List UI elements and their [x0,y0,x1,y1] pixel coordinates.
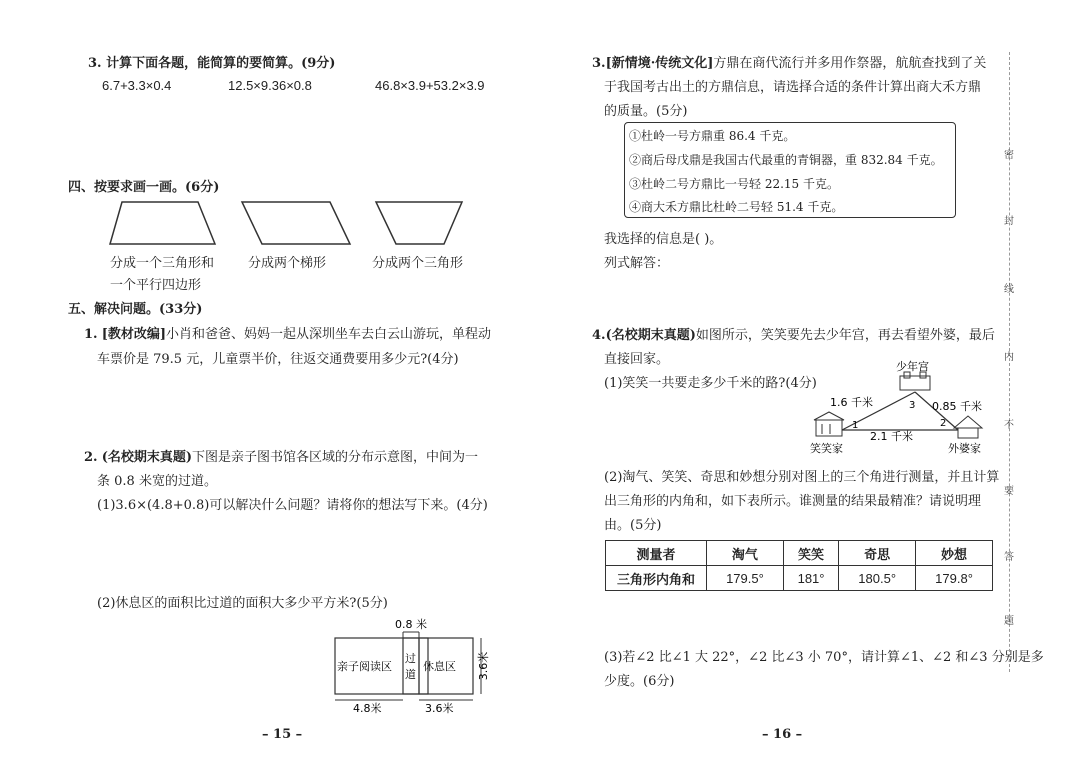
table-cell: 179.5° [707,566,784,591]
binding-char: 内 [1004,352,1014,363]
problem1-text-line1: 小肖和爸爸、妈妈一起从深圳坐车去白云山游玩，单程动 [166,327,492,342]
r-q4-sub1: (1)笑笑一共要走多少千米的路?(4分) [604,376,817,391]
shape3-caption: 分成两个三角形 [372,256,464,271]
grandma-house-icon [954,416,982,438]
solve-label: 列式解答： [604,256,670,271]
r-q3-line1 [592,52,986,71]
route-triangle-diagram [808,356,1008,456]
drawing-shapes [100,198,480,250]
calc-item-1: 6.7+3.3×0.4 [102,78,172,93]
problem1-tag: [教材改编] [101,327,167,342]
rest-zone-label: 休息区 [423,660,456,673]
table-cell: 180.5° [839,566,916,591]
info-item-1: ①杜岭一号方鼎重 86.4 千克。 [629,129,796,143]
aisle-width-label: 0.8 米 [395,618,427,631]
grandma-label: 外婆家 [948,442,981,455]
r-q4-sub2-line3: 由。(5分) [604,518,662,533]
parallelogram-shape [242,202,350,244]
table-cell: 三角形内角和 [606,566,707,591]
binding-char: 封 [1004,216,1014,227]
library-layout-diagram [325,612,495,716]
r-q4-sub2-line1: (2)淘气、笑笑、奇思和妙想分别对图上的三个角进行测量，并且计算 [604,470,1000,485]
rest-width-label: 3.6米 [425,702,454,715]
header-cell: 淘气 [707,541,784,566]
shape1-caption-line1: 分成一个三角形和 [110,256,215,271]
problem1-line2: 车票价是 79.5 元，儿童票半价，往返交通费要用多少元?(4分) [97,352,459,367]
header-cell: 笑笑 [783,541,838,566]
choose-info-line: 我选择的信息是( )。 [604,232,723,247]
height-label: 3.6米 [477,651,490,681]
angle-1-label: 1 [852,420,859,431]
info-item-3: ③杜岭二号方鼎比一号轻 22.15 千克。 [629,177,839,191]
reading-width-label: 4.8米 [353,702,382,715]
binding-char: 线 [1004,284,1014,295]
header-cell: 妙想 [916,541,993,566]
info-item-4: ④商大禾方鼎比杜岭二号轻 51.4 千克。 [629,200,844,214]
r-q4-line2: 直接回家。 [604,352,670,367]
calc-item-3: 46.8×3.9+53.2×3.9 [375,78,485,93]
r-q3-text-line1: 方鼎在商代流行并多用作祭器，航航查找到了关 [713,56,987,71]
trapezoid-shape-2 [376,202,462,244]
problem2-line2: 条 0.8 米宽的过道。 [97,474,217,489]
r-q3-line3: 的质量。(5分) [604,104,688,119]
q3-title: 3. 计算下面各题，能简算的要简算。(9分) [88,56,336,71]
table-cell: 181° [783,566,838,591]
r-q4-sub2-line2: 出三角形的内角和，如下表所示。谁测量的结果最精准？请说明理 [604,494,982,509]
problem2-sub2: (2)休息区的面积比过道的面积大多少平方米?(5分) [97,596,388,611]
page-number-right: – 16 – [762,727,803,742]
section5-title: 五、解决问题。(33分) [68,302,203,317]
r-q3-number: 3. [592,56,606,71]
trapezoid-shape-1 [110,202,215,244]
binding-char: 题 [1004,616,1014,627]
r-q4-sub3-line2: 少度。(6分) [604,674,675,689]
table-cell: 179.8° [916,566,993,591]
home-icon [814,412,844,436]
r-q3-tag: [新情境·传统文化] [605,56,714,71]
problem1-number: 1. [84,327,98,342]
measurement-table [605,540,993,591]
edge-left-label: 1.6 千米 [830,396,873,409]
problem1-line1 [84,323,491,342]
aisle-rect [403,638,419,694]
r-q4-line1 [592,324,995,343]
problem2-number: 2. [84,450,98,465]
youth-palace-label: 少年宫 [896,360,929,373]
shape2-caption: 分成两个梯形 [248,256,327,271]
header-cell: 测量者 [606,541,707,566]
r-q4-number: 4. [592,328,606,343]
edge-right-label: 0.85 千米 [932,400,982,413]
reading-zone-label: 亲子阅读区 [337,660,392,673]
angle-3-label: 3 [909,400,916,411]
binding-char: 密 [1004,150,1014,161]
home-label: 笑笑家 [810,442,843,455]
edge-bottom-label: 2.1 千米 [870,430,913,443]
problem2-text-line1: 下图是亲子图书馆各区域的分布示意图，中间为一 [192,450,479,465]
binding-char: 要 [1004,486,1014,497]
aisle-label-char2: 道 [405,668,416,681]
problem2-sub1: (1)3.6×(4.8+0.8)可以解决什么问题？请将你的想法写下来。(4分) [97,498,488,513]
binding-char: 答 [1004,552,1014,563]
header-cell: 奇思 [839,541,916,566]
aisle-label-char1: 过 [405,652,416,665]
r-q3-line2: 于我国考古出土的方鼎信息，请选择合适的条件计算出商大禾方鼎 [604,80,982,95]
r-q4-text-line1: 如图所示，笑笑要先去少年宫，再去看望外婆，最后 [695,328,995,343]
page-number-left: – 15 – [262,727,303,742]
info-item-2: ②商后母戊鼎是我国古代最重的青铜器，重 832.84 千克。 [629,153,943,167]
problem2-tag: (名校期末真题) [101,450,193,465]
calc-item-2: 12.5×9.36×0.8 [228,78,312,93]
binding-char: 不 [1004,420,1014,431]
table-header-row [606,541,993,566]
youth-palace-icon [900,372,930,390]
r-q4-tag: (名校期末真题) [605,328,696,343]
angle-2-label: 2 [940,418,947,429]
table-row [606,566,993,591]
shape1-caption-line2: 一个平行四边形 [110,278,202,293]
r-q4-sub3-line1: (3)若∠2 比∠1 大 22°，∠2 比∠3 小 70°，请计算∠1、∠2 和∠3 分别是多 [604,650,1044,665]
problem2-line1 [84,446,478,465]
section4-title: 四、按要求画一画。(6分) [68,180,220,195]
